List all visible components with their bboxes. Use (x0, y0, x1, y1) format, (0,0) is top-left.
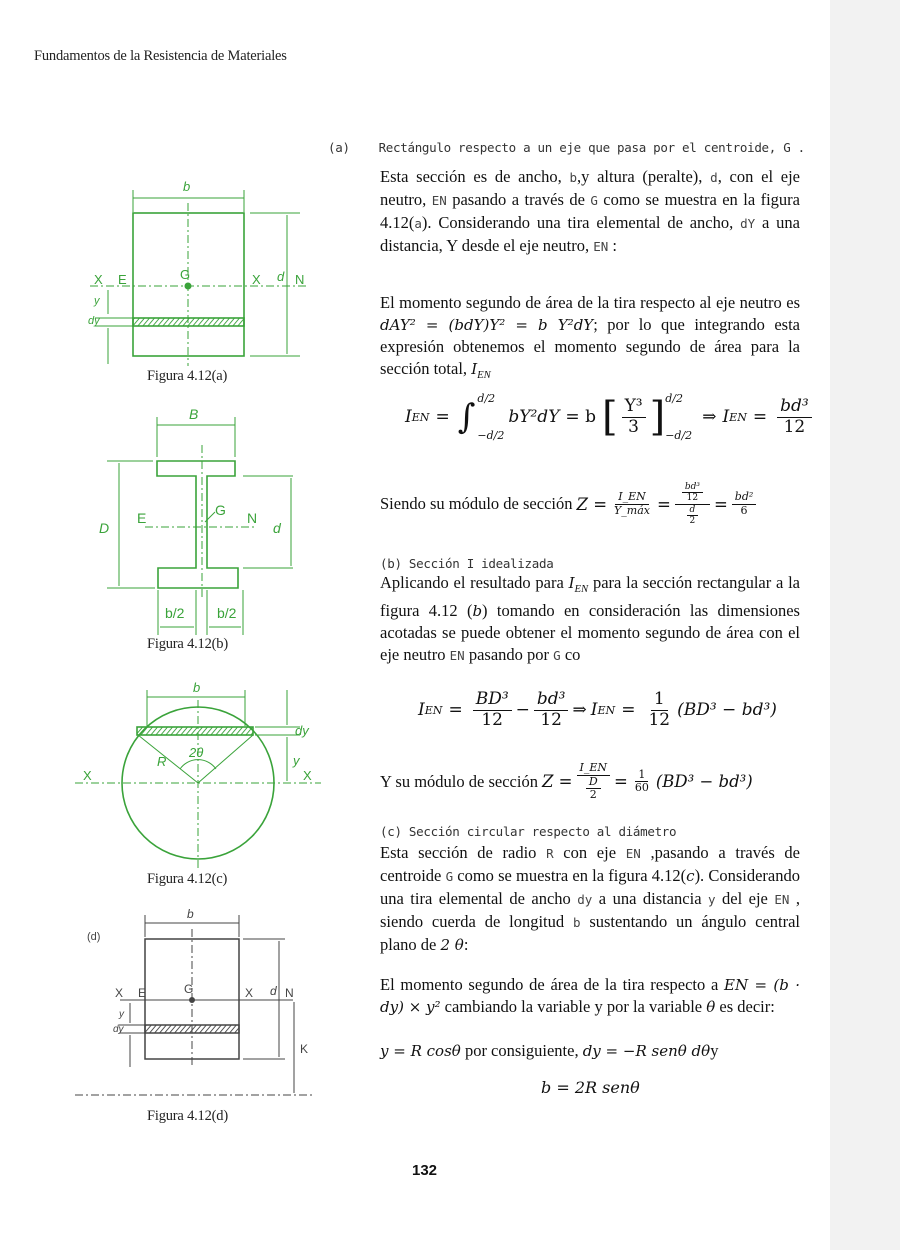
inline-math: 2 θ (440, 936, 464, 954)
label-d-panel: (d) (87, 931, 101, 943)
eq-symbol: I (418, 700, 425, 721)
text: para la sección rectangular a la figura 4.12 ( (380, 573, 800, 620)
label-b-half: b/2 (217, 605, 237, 621)
label-k: K (300, 1042, 309, 1056)
text: del eje (715, 889, 775, 908)
numerator: D (586, 776, 601, 790)
var-a: a (414, 216, 422, 231)
fraction (732, 491, 757, 517)
numerator: 1 (635, 769, 648, 783)
text: , siendo cuerda de longitud (380, 889, 801, 931)
equation-section-modulus-rectangle (380, 482, 760, 526)
var-g: G (445, 869, 454, 884)
text: Y su módulo de sección (380, 771, 538, 791)
fraction (687, 505, 699, 527)
fraction (534, 690, 569, 730)
text: : (463, 935, 469, 954)
label-x: X (115, 986, 124, 1000)
integrand: bY²dY (508, 407, 560, 427)
eq-operator: = (614, 772, 628, 792)
text: como se muestra en la figura 4.12( (380, 190, 800, 232)
upper-limit: d/2 (665, 392, 683, 405)
text: ). Considerando una tira elemental de ancho (380, 866, 801, 908)
denominator: 60 (634, 781, 649, 795)
inline-math: c (686, 867, 695, 885)
var-r: R (546, 846, 554, 861)
numerator: bd² (732, 491, 757, 505)
eq-expression: (BD³ − bd³) (655, 772, 753, 792)
figure-caption-c: Figura 4.12(c) (147, 871, 228, 887)
eq-symbol: I (590, 700, 598, 721)
var-dy: dY (740, 216, 756, 231)
text: por consiguiente, (460, 1041, 583, 1060)
numerator: Y³ (622, 397, 646, 418)
text: a una distancia (592, 889, 708, 908)
denominator: 3 (628, 416, 639, 437)
denominator: 6 (740, 503, 748, 517)
text: Aplicando el resultado para (380, 573, 569, 592)
label-d: d (270, 984, 277, 998)
var-g: G (590, 193, 598, 208)
subscript: EN (597, 703, 616, 717)
text: cambiando la variable y por la variable (440, 997, 707, 1016)
numerator: bd³ (534, 690, 569, 711)
numerator: bd³ (682, 482, 703, 493)
numerator (675, 482, 710, 505)
label-dy: dy (295, 723, 309, 738)
denominator (680, 505, 706, 527)
figure-4-12c-circle (75, 680, 335, 870)
label-b: b (193, 680, 201, 695)
comment-margin-pane (830, 0, 900, 1250)
section-b-paragraph (380, 572, 800, 667)
text: co (560, 644, 581, 664)
var-en: EN (431, 193, 447, 208)
inline-math: y = R cosθ (380, 1042, 461, 1060)
denominator: 12 (540, 709, 562, 730)
implies-arrow: ⇒ (702, 407, 717, 427)
fraction (632, 769, 652, 795)
eq-operator: = (448, 700, 463, 721)
centroid-dot (189, 997, 195, 1003)
section-c-title: (c) Sección circular respecto al diámetro (380, 824, 677, 839)
figure-caption-b: Figura 4.12(b) (147, 636, 228, 652)
label-g: G (184, 982, 194, 996)
var-dy: dy (577, 892, 593, 907)
label-e: E (137, 510, 147, 526)
text: ,y altura (peralte), (576, 167, 711, 186)
label-upper-b: B (189, 406, 199, 422)
text: El momento segundo de área de la tira respecto a (380, 975, 725, 994)
text: y (710, 1041, 719, 1060)
text: , con el eje neutro, (380, 167, 801, 209)
text: Siendo su módulo de sección (380, 494, 573, 514)
integral-limits (477, 392, 504, 442)
label-dy: dy (113, 1024, 124, 1035)
inline-math: b (472, 601, 483, 620)
var-g: G (553, 647, 561, 663)
text: ) tomando en consideración las dimensiones acotadas se puede obtener el momento segundo de área con el eje neutro (380, 600, 800, 664)
lower-limit: −d/2 (477, 429, 505, 442)
numerator: BD³ (473, 690, 512, 711)
denominator: 12 (783, 416, 806, 437)
centroid-dot (185, 283, 192, 290)
lower-limit: −d/2 (665, 429, 693, 442)
equation-section-modulus-i-section (380, 762, 753, 802)
numerator: I_EN (615, 491, 649, 505)
eq-operator: = b (565, 407, 596, 427)
section-a-title: (a) Rectángulo respecto a un eje que pasa por el centroide, G . (328, 140, 805, 155)
bracket-limits (665, 392, 692, 442)
eq-operator: = (752, 407, 768, 427)
equation-chord-length: b = 2R senθ (541, 1078, 640, 1097)
fraction (577, 762, 611, 802)
text: ). Considerando una tira elemental de ancho, (421, 213, 741, 232)
label-e: E (118, 272, 127, 287)
fraction (777, 397, 812, 437)
label-upper-d: D (99, 520, 110, 536)
text: como se muestra en la figura 4.12( (453, 866, 687, 885)
eq-operator: = (435, 407, 450, 427)
denominator: Y_máx (614, 503, 650, 517)
label-g: G (180, 267, 191, 282)
subscript: EN (411, 410, 430, 424)
text: Esta sección de radio (380, 843, 547, 862)
eq-operator: = (621, 700, 636, 721)
implies-arrow: ⇒ (572, 700, 587, 721)
inline-math: I (471, 360, 478, 378)
subscript: EN (424, 703, 443, 717)
numerator: bd³ (777, 397, 812, 418)
var-en: EN (449, 647, 465, 663)
eq-operator: = (657, 494, 671, 514)
var-en: EN (625, 846, 641, 861)
var-en: EN (593, 239, 609, 254)
inline-math: I (568, 574, 575, 592)
figure-caption-d: Figura 4.12(d) (147, 1108, 228, 1124)
subscript: EN (729, 410, 747, 424)
var-b: b (569, 170, 577, 185)
label-x: X (83, 768, 92, 783)
eq-expression: (BD³ − bd³) (677, 700, 777, 721)
hatched-strip (133, 318, 244, 326)
denominator: 12 (648, 709, 671, 730)
text: ,pasando a través de centroide (380, 843, 801, 885)
label-d: d (273, 520, 281, 536)
label-y: y (293, 753, 300, 768)
var-y: y (708, 892, 716, 907)
upper-limit: d/2 (477, 392, 496, 405)
section-c-paragraph-1 (380, 842, 800, 956)
label-x: X (245, 986, 254, 1000)
label-y: y (94, 295, 100, 307)
label-n: N (295, 272, 305, 287)
label-r: R (157, 754, 167, 769)
denominator (579, 776, 608, 802)
figure-4-12d-rectangle-offset-axis (75, 905, 335, 1105)
fraction (645, 690, 673, 730)
i-beam-outline (157, 461, 238, 588)
var-en: EN (774, 892, 790, 907)
label-e: E (138, 986, 147, 1000)
fraction (586, 776, 601, 802)
section-a-paragraph-2 (380, 292, 800, 386)
label-x: X (303, 768, 312, 783)
eq-symbol: Z = (541, 772, 573, 792)
eq-symbol: I (405, 407, 412, 427)
var-b: b (572, 915, 581, 930)
inline-math: EN = (b · dy) × y² (380, 976, 800, 1016)
fraction (611, 491, 653, 517)
section-b-title: (b) Sección I idealizada (380, 556, 554, 571)
inline-math: dy = −R senθ dθ (582, 1042, 711, 1060)
label-b: b (183, 179, 191, 194)
denominator: 2 (589, 788, 597, 802)
figure-caption-a: Figura 4.12(a) (147, 368, 228, 384)
inline-math: dAY² = (bdY)Y² = b Y²dY (380, 316, 594, 334)
text: pasando a través de (446, 190, 591, 209)
fraction (682, 482, 703, 504)
text: : (608, 236, 617, 255)
text: Esta sección es de ancho, (380, 167, 570, 186)
section-c-line-3 (380, 1040, 800, 1062)
label-dy: dy (88, 315, 100, 327)
text: ; por lo que integrando esta expresión obtenemos el momento segundo de área para la sección total, (380, 315, 801, 378)
integral-sign: ∫ (457, 397, 476, 437)
inline-math: θ (706, 998, 716, 1016)
figure-4-12a-rectangle (90, 178, 340, 368)
text: pasando por (464, 644, 554, 664)
text: a una distancia, Y desde el eje neutro, (380, 213, 800, 255)
fraction (473, 690, 512, 730)
label-x: X (94, 272, 103, 287)
label-b: b (187, 907, 194, 921)
eq-symbol: Z = (576, 494, 608, 514)
var-d: d (710, 170, 718, 185)
hatched-strip (137, 727, 253, 735)
denominator: 12 (686, 493, 699, 504)
label-d: d (277, 269, 285, 284)
label-two-theta: 2θ (189, 745, 204, 760)
fraction (622, 397, 646, 437)
numerator: I_EN (577, 762, 611, 776)
minus-operator: − (515, 700, 530, 721)
figure-4-12b-i-section (95, 405, 335, 635)
hatched-strip (145, 1025, 239, 1033)
text: El momento segundo de área de la tira respecto al eje neutro es (380, 293, 800, 312)
section-c-paragraph-2 (380, 974, 800, 1018)
subscript: EN (574, 582, 589, 595)
label-b-half: b/2 (165, 605, 185, 621)
equation-moment-i-section (418, 690, 777, 730)
running-header: Fundamentos de la Resistencia de Materiales (34, 48, 287, 64)
eq-symbol: I (722, 407, 730, 427)
page-number: 132 (412, 1162, 438, 1179)
label-n: N (247, 510, 258, 526)
bracket-open: [ (601, 394, 618, 440)
denominator: 2 (689, 516, 696, 527)
label-x: X (252, 272, 261, 287)
eq-operator: = (713, 494, 728, 514)
text: es decir: (715, 997, 775, 1016)
denominator: 12 (481, 709, 503, 730)
section-a-paragraph-1 (380, 166, 800, 258)
label-g: G (215, 502, 226, 518)
text: con eje (553, 843, 626, 862)
label-y: y (119, 1009, 124, 1020)
numerator: 1 (651, 690, 668, 711)
text: sustentando un ángulo central plano de (380, 912, 801, 954)
equation-moment-rectangle (405, 392, 816, 442)
label-n: N (285, 986, 294, 1000)
bracket-close: ] (649, 394, 666, 440)
compound-fraction (675, 482, 710, 526)
subscript: EN (477, 368, 491, 381)
numerator: d (687, 505, 699, 516)
